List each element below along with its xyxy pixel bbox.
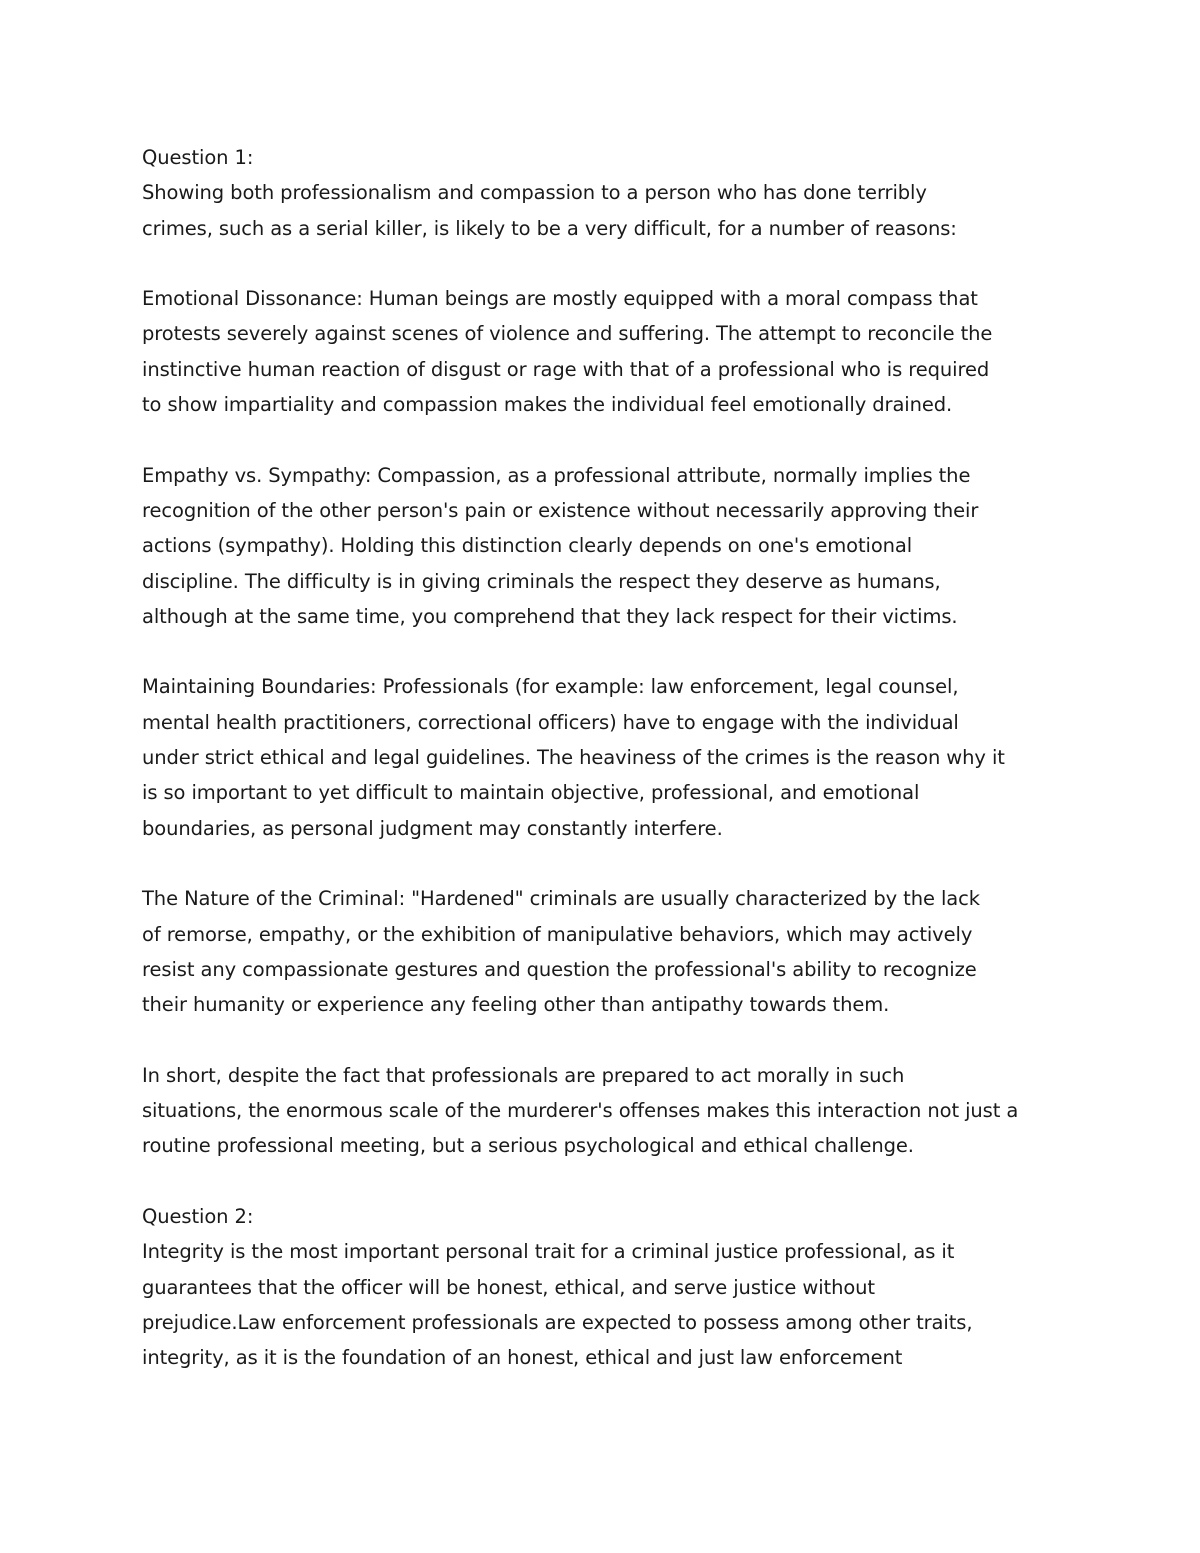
- boundaries-line: Maintaining Boundaries: Professionals (for example: law enforcement, legal counsel,: [142, 675, 959, 699]
- empathy-sympathy-line: Empathy vs. Sympathy: Compassion, as a professional attribute, normally implies the: [142, 463, 971, 487]
- emotional-dissonance-line: Emotional Dissonance: Human beings are mostly equipped with a moral compass that: [142, 287, 978, 311]
- nature-of-criminal-line: their humanity or experience any feeling other than antipathy towards them.: [142, 993, 890, 1017]
- paragraph-gap: [142, 846, 1072, 881]
- summary-line: routine professional meeting, but a serious psychological and ethical challenge.: [142, 1134, 914, 1158]
- document-body: [142, 140, 1072, 1375]
- summary-line: situations, the enormous scale of the murderer's offenses makes this interaction not just a: [142, 1099, 1019, 1123]
- question-2-body-line: prejudice.Law enforcement professionals are expected to possess among other traits,: [142, 1310, 973, 1334]
- boundaries-line: is so important to yet difficult to maintain objective, professional, and emotional: [142, 781, 920, 805]
- nature-of-criminal-line: resist any compassionate gestures and question the professional's ability to recognize: [142, 957, 977, 981]
- nature-of-criminal-line: The Nature of the Criminal: "Hardened" criminals are usually characterized by the lack: [142, 887, 980, 911]
- question-2-body-line: integrity, as it is the foundation of an honest, ethical and just law enforcement: [142, 1346, 903, 1370]
- paragraph-gap: [142, 634, 1072, 669]
- emotional-dissonance-line: to show impartiality and compassion makes the individual feel emotionally drained.: [142, 393, 953, 417]
- question-1-heading: Question 1:: [142, 146, 254, 169]
- paragraph-gap: [142, 1022, 1072, 1057]
- emotional-dissonance-line: instinctive human reaction of disgust or rage with that of a professional who is required: [142, 357, 990, 381]
- empathy-sympathy-line: although at the same time, you comprehend that they lack respect for their victims.: [142, 604, 958, 628]
- empathy-sympathy-line: recognition of the other person's pain or existence without necessarily approving their: [142, 498, 979, 522]
- boundaries-line: mental health practitioners, correctional officers) have to engage with the individual: [142, 710, 959, 734]
- paragraph-gap: [142, 246, 1072, 281]
- paragraph-gap: [142, 1164, 1072, 1199]
- question-2-body-line: guarantees that the officer will be honest, ethical, and serve justice without: [142, 1275, 875, 1299]
- question-2-body-line: Integrity is the most important personal trait for a criminal justice professional, as it: [142, 1240, 955, 1264]
- empathy-sympathy-line: actions (sympathy). Holding this distinction clearly depends on one's emotional: [142, 534, 913, 558]
- boundaries-line: boundaries, as personal judgment may constantly interfere.: [142, 816, 723, 840]
- paragraph-gap: [142, 422, 1072, 457]
- emotional-dissonance-line: protests severely against scenes of violence and suffering. The attempt to reconcile the: [142, 322, 993, 346]
- boundaries-line: under strict ethical and legal guidelines. The heaviness of the crimes is the reason why it: [142, 746, 1005, 770]
- nature-of-criminal-line: of remorse, empathy, or the exhibition of manipulative behaviors, which may actively: [142, 922, 973, 946]
- question-2-heading: Question 2:: [142, 1204, 254, 1228]
- summary-line: In short, despite the fact that professionals are prepared to act morally in such: [142, 1063, 905, 1087]
- empathy-sympathy-line: discipline. The difficulty is in giving criminals the respect they deserve as humans,: [142, 569, 941, 593]
- question-1-intro-line: Showing both professionalism and compassion to a person who has done terribly: [142, 181, 927, 205]
- question-1-intro-line: crimes, such as a serial killer, is likely to be a very difficult, for a number of reasons:: [142, 216, 957, 240]
